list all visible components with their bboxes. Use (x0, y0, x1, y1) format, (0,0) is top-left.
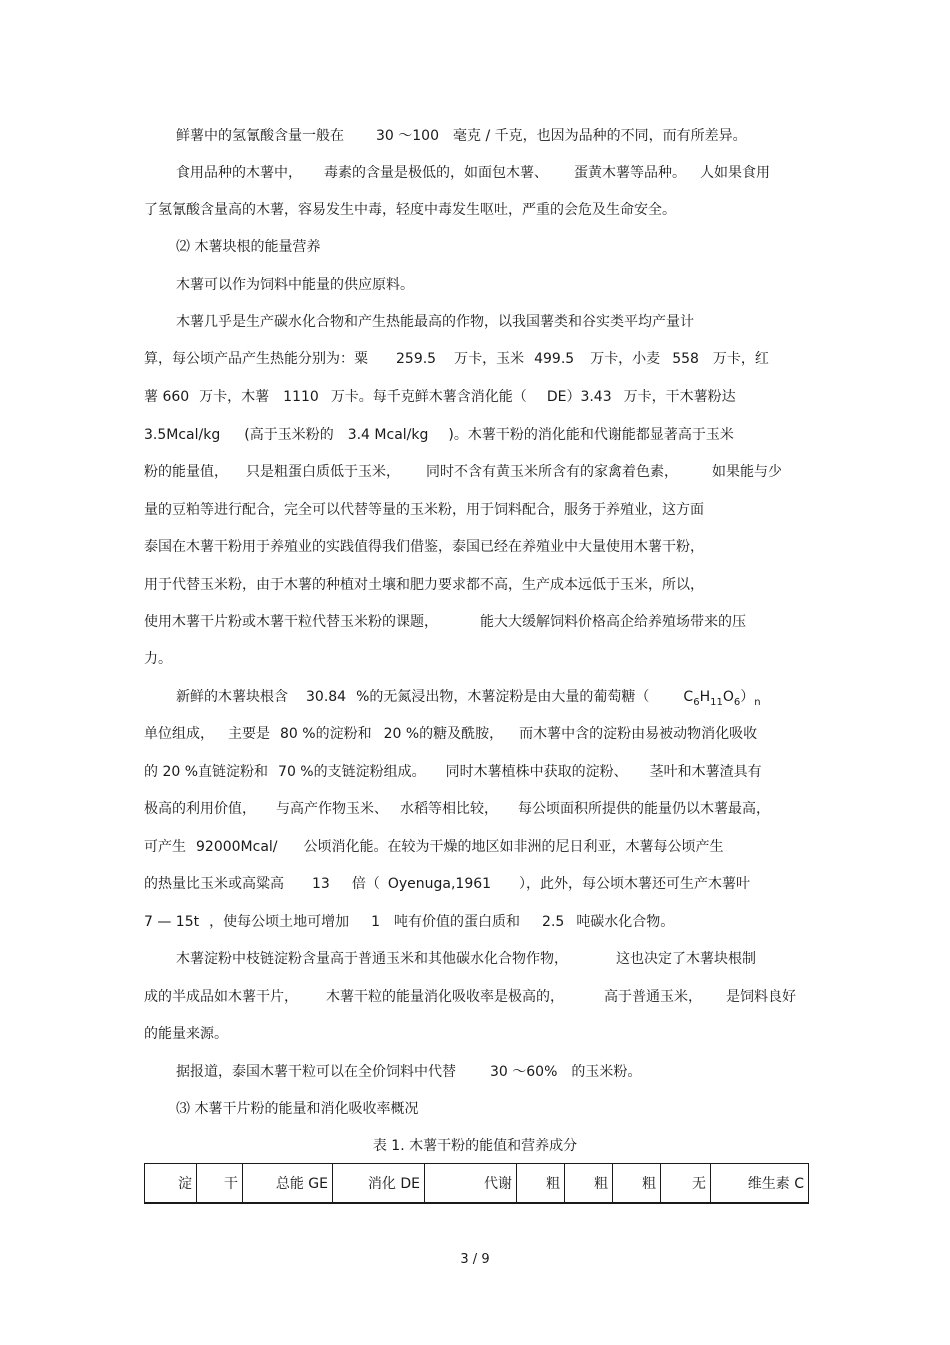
text-line: 的热量比玉米或高粱高 13 倍（ Oyenuga,1961 ），此外，每公顷木薯还可生产木薯叶 (144, 876, 751, 892)
section-heading: ⑵ 木薯块根的能量营养 (176, 239, 321, 255)
text-line: 量的豆粕等进行配合，完全可以代替等量的玉米粉，用于饲料配合，服务于养殖业，这方面 (144, 502, 704, 518)
text-line: 薯 660 万卡，木薯 1110 万卡。每千克鲜木薯含消化能（ DE）3.43 万卡，干木薯粉达 (144, 389, 736, 405)
text-line: 木薯几乎是生产碳水化合物和产生热能最高的作物，以我国薯类和谷实类平均产量计 (176, 314, 694, 330)
text-line: 用于代替玉米粉，由于木薯的种植对土壤和肥力要求都不高，生产成本远低于玉米，所以， (144, 577, 704, 593)
text-line: 木薯淀粉中枝链淀粉含量高于普通玉米和其他碳水化合物作物， 这也决定了木薯块根制 (176, 951, 756, 967)
text-line: 3.5Mcal/kg (高于玉米粉的 3.4 Mcal/kg )。木薯干粉的消化能和代谢能都显著高于玉米 (144, 427, 734, 443)
table-header-row (145, 1164, 809, 1204)
table-header-cell: 代谢 (425, 1164, 517, 1204)
nutrition-table (144, 1163, 809, 1204)
table-header-cell: 无 (661, 1164, 711, 1204)
table-header-cell: 淀 (145, 1164, 197, 1204)
text-line: 极高的利用价值， 与高产作物玉米、 水稻等相比较， 每公顷面积所提供的能量仍以木薯最高， (144, 801, 770, 817)
text-line: 可产生 92000Mcal/ 公顷消化能。在较为干燥的地区如非洲的尼日利亚，木薯每公顷产生 (144, 839, 724, 855)
text-line: 木薯可以作为饲料中能量的供应原料。 (176, 277, 414, 293)
text-line: 食用品种的木薯中， 毒素的含量是极低的，如面包木薯、 蛋黄木薯等品种。 人如果食用 (176, 165, 770, 181)
text-line: 泰国在木薯干粉用于养殖业的实践值得我们借鉴，泰国已经在养殖业中大量使用木薯干粉， (144, 539, 704, 555)
text-line: 据报道，泰国木薯干粒可以在全价饲料中代替 30 ～60% 的玉米粉。 (176, 1064, 642, 1080)
text-line: 了氢氰酸含量高的木薯，容易发生中毒，轻度中毒发生呕吐，严重的会危及生命安全。 (144, 202, 676, 218)
text-line: 的能量来源。 (144, 1026, 228, 1042)
page-number: 3 / 9 (460, 1252, 490, 1267)
table-header-cell: 维生素 C (711, 1164, 809, 1204)
table-header-cell: 总能 GE (243, 1164, 333, 1204)
text-line: 7 — 15t ，使每公顷土地可增加 1 吨有价值的蛋白质和 2.5 吨碳水化合物。 (144, 914, 675, 930)
table-caption: 表 1. 木薯干粉的能值和营养成分 (372, 1138, 578, 1154)
section-heading: ⑶ 木薯干片粉的能量和消化吸收率概况 (176, 1101, 419, 1117)
text-line: 粉的能量值， 只是粗蛋白质低于玉米， 同时不含有黄玉米所含有的家禽着色素， 如果能与少 (144, 464, 782, 480)
text-line: 新鲜的木薯块根含 30.84 %的无氮浸出物，木薯淀粉是由大量的葡萄糖（ $C_6H_{11}O_6)_n$ (176, 689, 761, 708)
text-line: 成的半成品如木薯干片， 木薯干粒的能量消化吸收率是极高的， 高于普通玉米， 是饲料良好 (144, 989, 796, 1005)
table-header-cell: 消化 DE (333, 1164, 425, 1204)
text-line: 鲜薯中的氢氰酸含量一般在 30 ～100 毫克 / 千克，也因为品种的不同，而有所差异。 (176, 128, 747, 144)
text-line: 算，每公顷产品产生热能分别为：粟 259.5 万卡，玉米 499.5 万卡，小麦 558 万卡，红 (144, 351, 769, 367)
table-header-cell: 干 (197, 1164, 243, 1204)
table-header-cell: 粗 (517, 1164, 565, 1204)
text-line: 的 20 %直链淀粉和 70 %的支链淀粉组成。 同时木薯植株中获取的淀粉、 茎叶和木薯渣具有 (144, 764, 762, 780)
text-line: 使用木薯干片粉或木薯干粒代替玉米粉的课题， 能大大缓解饲料价格高企给养殖场带来的压 (144, 614, 746, 630)
text-line: 单位组成， 主要是 80 %的淀粉和 20 %的糖及酰胺， 而木薯中含的淀粉由易被动物消化吸收 (144, 726, 758, 742)
text-line: 力。 (144, 651, 172, 667)
table-header-cell: 粗 (613, 1164, 661, 1204)
table-header-cell: 粗 (565, 1164, 613, 1204)
